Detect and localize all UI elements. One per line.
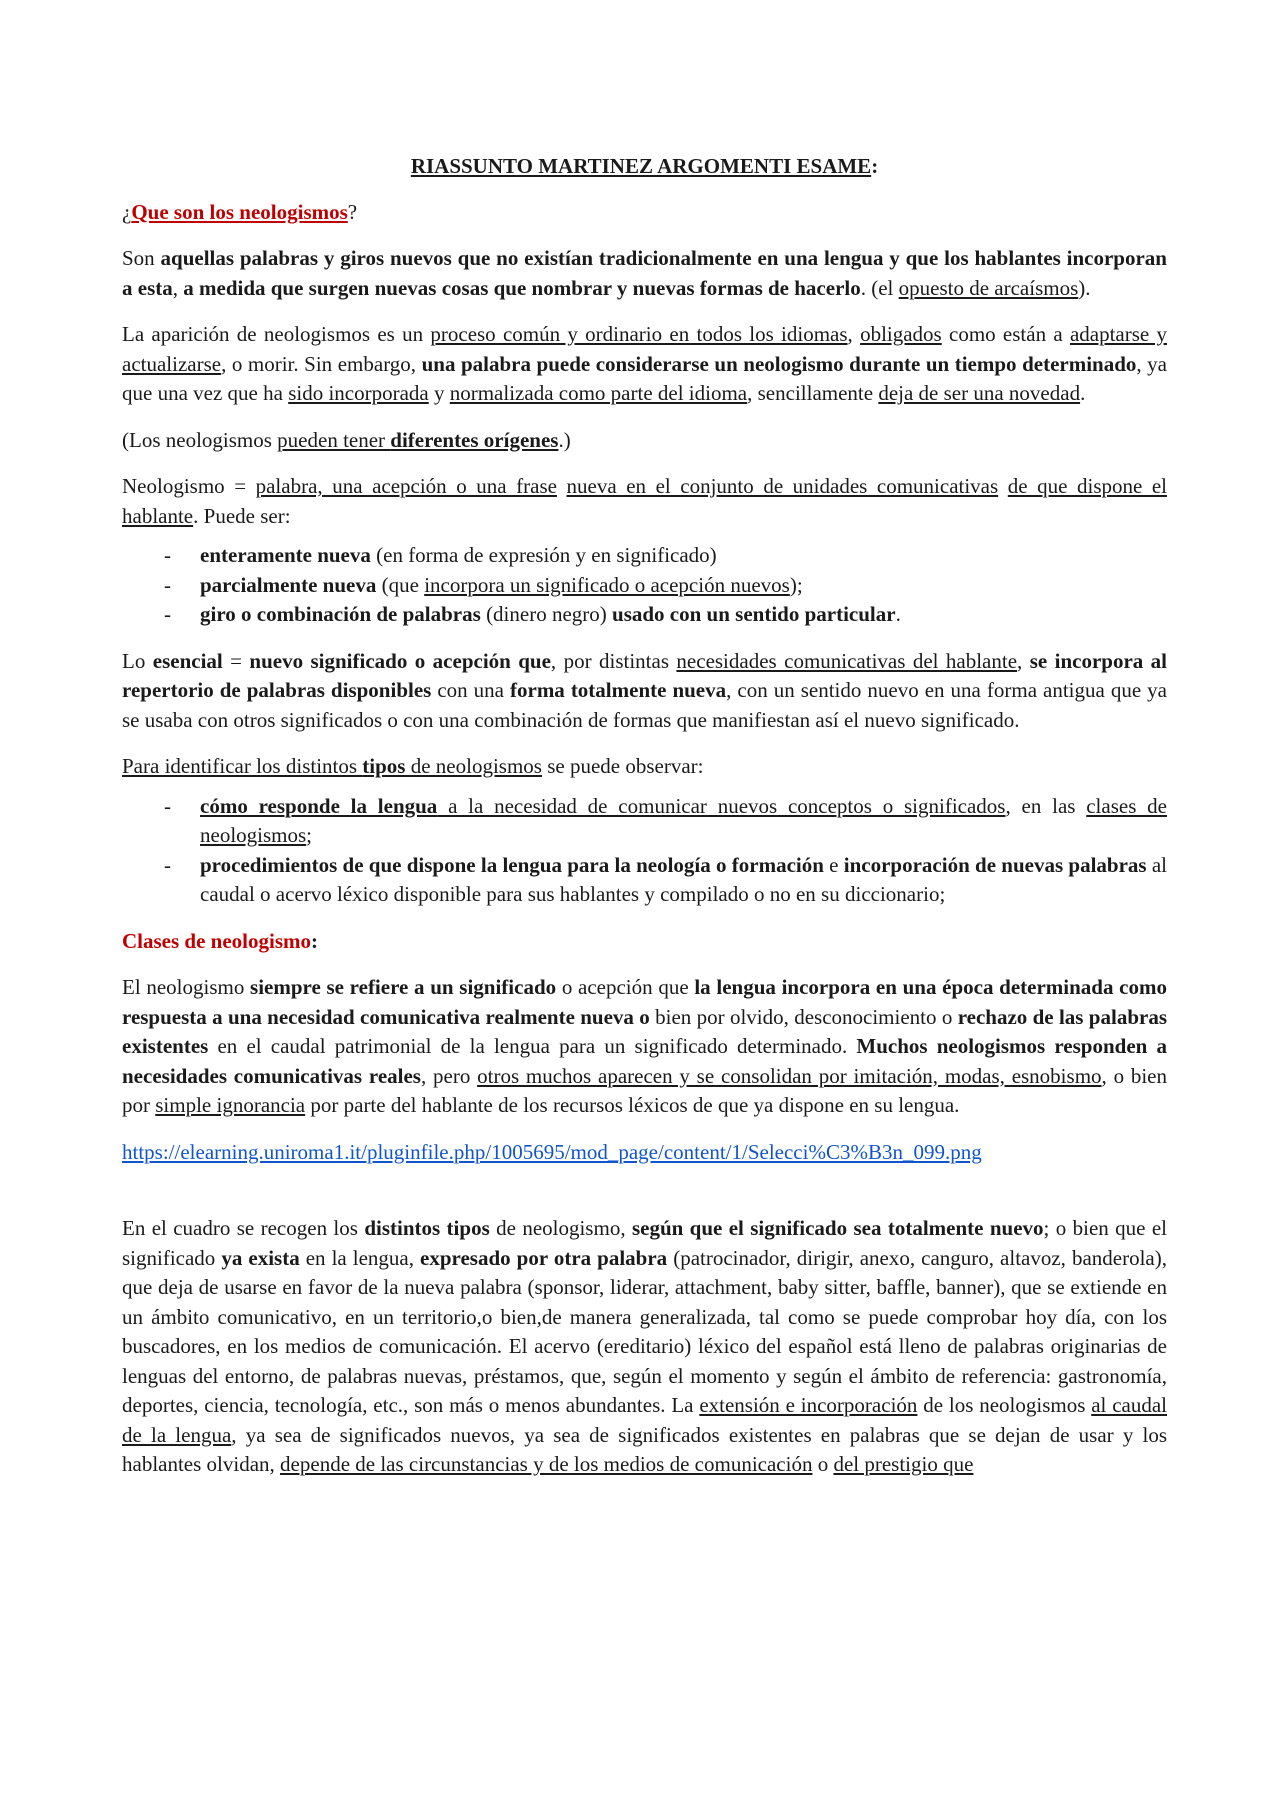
paragraph-classes: El neologismo siempre se refiere a un significado o acepción que la lengua incorpora en una época determinada como respuesta a una necesidad comunicativa realmente nueva o bien por olvido, desconocimiento o rechazo de las palabras existentes en el caudal patrimonial de la lengua para un significado determinado. Muchos neologismos responden a necesidades comunicativas reales, pero otros muchos aparecen y se consolidan por imitación, modas, esnobismo, o bien por simple ignorancia por parte del hablante de los recursos léxicos de que ya dispone en su lengua. (122, 975, 1167, 1117)
neologism-types-list (122, 541, 1167, 630)
paragraph-origins: (Los neologismos pueden tener diferentes orígenes.) (122, 427, 571, 452)
image-link[interactable]: https://elearning.uniroma1.it/pluginfile.php/1005695/mod_page/content/1/Selecci%C3%B3n_099.png (122, 1139, 982, 1164)
section-heading: Clases de neologismo: (122, 928, 318, 953)
image-link-paragraph (122, 1138, 1167, 1168)
question-heading: ¿Que son los neologismos? (122, 199, 358, 224)
list-item: - procedimientos de que dispone la lengua para la neología o formación e incorporación de nuevas palabras al caudal o acervo léxico disponible para sus hablantes y compilado o no en su diccionario; (122, 851, 1167, 910)
list-item: - parcialmente nueva (que incorpora un significado o acepción nuevos); (122, 571, 1167, 601)
list-item: - enteramente nueva (en forma de expresión y en significado) (122, 541, 1167, 571)
paragraph-identify: Para identificar los distintos tipos de neologismos se puede observar: (122, 754, 704, 778)
paragraph-essential: Lo esencial = nuevo significado o acepción que, por distintas necesidades comunicativas del hablante, se incorpora al repertorio de palabras disponibles con una forma totalmente nueva, con un sentido nuevo en una forma antigua que ya se usaba con otros significados o con una combinación de formas que manifiestan así el nuevo significado. (122, 648, 1168, 732)
list-item: - cómo responde la lengua a la necesidad de comunicar nuevos conceptos o significados, en las clases de neologismos; (122, 792, 1167, 851)
identify-criteria-list (122, 792, 1167, 910)
list-item: - giro o combinación de palabras (dinero negro) usado con un sentido particular. (122, 600, 1167, 630)
document-title: RIASSUNTO MARTINEZ ARGOMENTI ESAME: (410, 154, 879, 178)
paragraph-appearance: La aparición de neologismos es un proceso común y ordinario en todos los idiomas, obligados como están a adaptarse y actualizarse, o morir. Sin embargo, una palabra puede considerarse un neologismo durante un tiempo determinado, ya que una vez que ha sido incorporada y normalizada como parte del idioma, sencillamente deja de ser una novedad. (122, 322, 1168, 405)
paragraph-table-description: En el cuadro se recogen los distintos tipos de neologismo, según que el significado sea totalmente nuevo; o bien que el significado ya exista en la lengua, expresado por otra palabra (patrocinador, dirigir, anexo, canguro, altavoz, banderola), que deja de usarse en favor de la nueva palabra (sponsor, liderar, attachment, baby sitter, baffle, banner), que se extiende en un ámbito comunicativo, en un territorio,o bien,de manera generalizada, tal como se puede comprobar hoy día, con los buscadores, en los medios de comunicación. El acervo (ereditario) léxico del español está lleno de palabras originarias de lenguas del entorno, de palabras nuevas, préstamos, que, según el momento y según el ámbito de referencia: gastronomía, deportes, ciencia, tecnología, etc., son más o menos abundantes. La extensión e incorporación de los neologismos al caudal de la lengua, ya sea de significados nuevos, ya sea de significados existentes en palabras que se dejan de usar y los hablantes olvidan, depende de las circunstancias y de los medios de comunicación o del prestigio que (122, 1216, 1168, 1476)
paragraph-definition: Son aquellas palabras y giros nuevos que no existían tradicionalmente en una lengua y que los hablantes incorporan a esta, a medida que surgen nuevas cosas que nombrar y nuevas formas de hacerlo. (el opuesto de arcaísmos). (122, 246, 1167, 300)
paragraph-neologism-definition: Neologismo = palabra, una acepción o una frase nueva en el conjunto de unidades comunicativas de que dispone el hablante. Puede ser: (122, 474, 1168, 528)
empty-line (122, 1184, 1167, 1214)
